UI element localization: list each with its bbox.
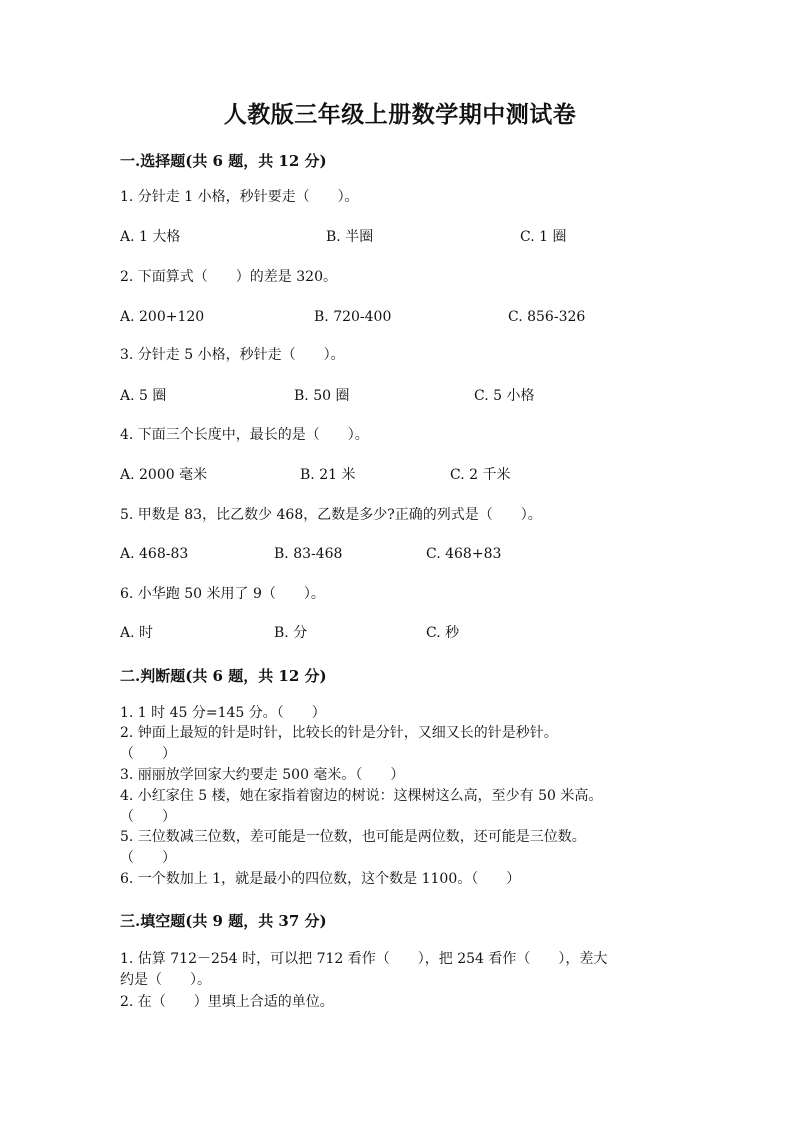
option-c: C. 5 小格 [474, 388, 535, 404]
option-a: A. 时 [120, 625, 154, 641]
option-a: A. 200+120 [120, 309, 205, 325]
choice-options-1 [120, 228, 720, 246]
section-heading-fill: 三.填空题(共 9 题，共 37 分) [120, 912, 327, 930]
judge-line: 5. 三位数减三位数，差可能是一位数，也可能是两位数，还可能是三位数。 [120, 829, 586, 845]
option-a: A. 5 圈 [120, 388, 167, 404]
section-heading-choice: 一.选择题(共 6 题，共 12 分) [120, 152, 327, 170]
choice-options-3 [120, 387, 720, 405]
judge-line: （ ） [120, 746, 176, 762]
judge-line: 3. 丽丽放学回家大约要走 500 毫米。（ ） [120, 767, 405, 783]
judge-line: 1. 1 时 45 分=145 分。（ ） [120, 705, 326, 721]
option-c: C. 1 圈 [520, 229, 567, 245]
option-a: A. 2000 毫米 [120, 467, 208, 483]
judge-line: （ ） [120, 850, 176, 866]
choice-options-4 [120, 466, 720, 484]
section-heading-judge: 二.判断题(共 6 题，共 12 分) [120, 667, 327, 685]
choice-question-3: 3. 分针走 5 小格，秒针走（ ）。 [120, 347, 345, 363]
option-c: C. 秒 [426, 625, 460, 641]
option-b: B. 21 米 [300, 467, 356, 483]
judge-line: （ ） [120, 809, 176, 825]
option-b: B. 83-468 [274, 546, 343, 562]
judge-line: 4. 小红家住 5 楼，她在家指着窗边的树说：这棵树这么高，至少有 50 米高。 [120, 788, 603, 804]
option-b: B. 50 圈 [294, 388, 350, 404]
option-b: B. 720-400 [314, 309, 392, 325]
option-c: C. 468+83 [426, 546, 502, 562]
choice-question-5: 5. 甲数是 83，比乙数少 468，乙数是多少?正确的列式是（ ）。 [120, 507, 542, 523]
option-a: A. 468-83 [120, 546, 189, 562]
option-b: B. 分 [274, 625, 308, 641]
option-c: C. 856-326 [508, 309, 586, 325]
choice-question-4: 4. 下面三个长度中，最长的是（ ）。 [120, 427, 369, 443]
choice-options-5 [120, 545, 720, 563]
choice-options-2 [120, 308, 720, 326]
option-b: B. 半圈 [326, 229, 374, 245]
page-title: 人教版三年级上册数学期中测试卷 [223, 101, 577, 128]
choice-question-1: 1. 分针走 1 小格，秒针要走（ ）。 [120, 189, 359, 205]
option-c: C. 2 千米 [450, 467, 511, 483]
choice-question-2: 2. 下面算式（ ）的差是 320。 [120, 269, 337, 285]
fill-line: 2. 在（ ）里填上合适的单位。 [120, 994, 334, 1010]
judge-line: 6. 一个数加上 1，就是最小的四位数，这个数是 1100。（ ） [120, 871, 521, 887]
fill-line: 约是（ ）。 [120, 972, 211, 988]
choice-options-6 [120, 624, 720, 642]
fill-line: 1. 估算 712－254 时，可以把 712 看作（ ），把 254 看作（ ），差大 [120, 951, 608, 967]
choice-question-6: 6. 小华跑 50 米用了 9（ ）。 [120, 586, 325, 602]
option-a: A. 1 大格 [120, 229, 181, 245]
judge-line: 2. 钟面上最短的针是时针，比较长的针是分针，又细又长的针是秒针。 [120, 725, 558, 741]
